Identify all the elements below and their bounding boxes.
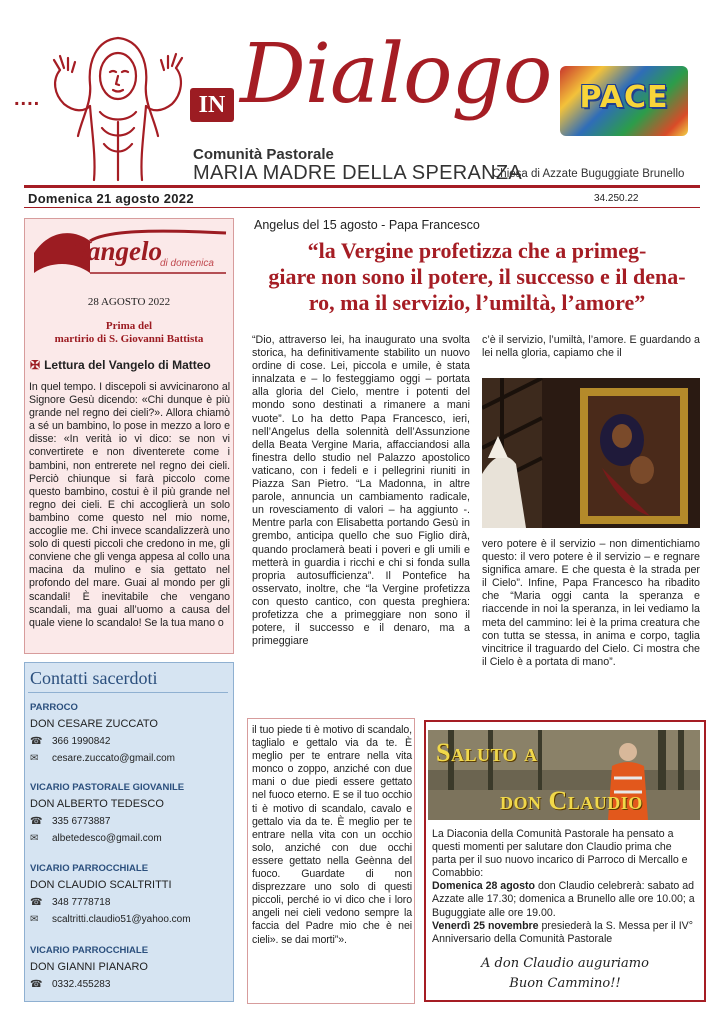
- event-1-text: don Claudio celebrerà: sabato ad Azzate alle 17.30; domenica a Brunello alle ore 10.00; a Buguggiate alle ore 19.00.: [432, 880, 695, 919]
- headline-line-3: ro, ma il servizio, l’umiltà, l’amore”: [308, 290, 646, 315]
- gospel-continued-text: il tuo piede ti è motivo di scandalo, taglialo e gettalo via da te. È meglio per te entrare nella vita monco o zoppo, anziché con due mani o due piedi essere gettato nel fuoco eterno. E se il tuo occhio ti è motivo di scandalo, cavalo e gettalo via da te. È meglio per te entrare nella vita con un occhio solo, anziché con due occhi essere gettato nella Geènna del fuoco. Guardate di non disprezzare uno solo di questi piccoli, perché io vi dico che i loro angeli nei cieli vedono sempre la faccia del Padre mio che è nei cieli». se dai morti”».: [252, 724, 412, 946]
- contact-vicario-giovanile: [30, 782, 230, 844]
- contact-role: VICARIO PARROCCHIALE: [30, 863, 149, 874]
- contact-vicario-parrocchiale-1: [30, 863, 230, 925]
- gospel-date: 28 AGOSTO 2022: [87, 296, 171, 308]
- contact-phone[interactable]: 0332.455283: [52, 979, 111, 990]
- phone-icon: ☎: [30, 816, 43, 827]
- in-logo-box: IN: [190, 88, 234, 122]
- pope-icon-photo: [482, 378, 700, 528]
- contact-email[interactable]: scaltritti.claudio51@yahoo.com: [52, 914, 191, 925]
- saluto-title-line-1: Saluto a: [436, 738, 538, 767]
- contact-vicario-parrocchiale-2: [30, 945, 230, 990]
- contact-phone[interactable]: 335 6773887: [52, 816, 111, 827]
- envelope-icon: ✉: [30, 753, 39, 764]
- phone-icon: ☎: [30, 897, 43, 908]
- contact-parroco: [30, 702, 230, 764]
- envelope-icon: ✉: [30, 914, 39, 925]
- saluto-wish-1: A don Claudio auguriamo: [481, 956, 649, 971]
- masthead-dots: ....: [14, 88, 41, 110]
- saluto-text: [432, 828, 698, 946]
- phone-icon: ☎: [30, 736, 43, 747]
- contact-role: PARROCO: [30, 702, 78, 713]
- contact-email[interactable]: albetedesco@gmail.com: [52, 833, 162, 844]
- contact-email-row: [30, 914, 230, 925]
- contact-phone-row: [30, 736, 230, 747]
- gospel-reading-label: Lettura del Vangelo di Matteo: [44, 358, 211, 372]
- madonna-illustration: [38, 32, 198, 182]
- contact-role: VICARIO PARROCCHIALE: [30, 945, 149, 956]
- contact-name: DON CLAUDIO SCALTRITTI: [30, 879, 172, 891]
- vangelo-logo-title: Vangelo: [72, 236, 163, 266]
- contact-phone[interactable]: 366 1990842: [52, 736, 111, 747]
- article-headline: [244, 238, 710, 316]
- saluto-title-line-2: don Claudio: [500, 786, 643, 815]
- masthead-rule: [24, 185, 700, 188]
- contacts-title-rule: [28, 692, 228, 693]
- churches-line: Chiesa di Azzate Buguggiate Brunello: [492, 168, 685, 180]
- article-column-2-bottom: vero potere è il servizio – non dimentichiamo questo: il vero potere è il servizio – e regnare significa amare. E che questa è la strada per il Cielo”. Infine, Papa Francesco ha ribadito che “Maria oggi canta la speranza e riaccende in noi la speranza, in lei vediamo la meta del cammino: lei è la prima creatura che con tutta se stessa, in anima e corpo, taglia vincitrice il traguardo del Cielo. Ci mostra che il Cielo è a portata di mano”.: [482, 538, 700, 668]
- contacts-title: Contatti sacerdoti: [30, 668, 158, 688]
- headline-line-2: giare non sono il potere, il successo e il dena-: [268, 264, 686, 289]
- contact-role: VICARIO PASTORALE GIOVANILE: [30, 782, 185, 793]
- article-column-2-top: c’è il servizio, l’umiltà, l’amore. E guardando a lei nella gloria, capiamo che il: [482, 334, 700, 360]
- pace-badge-text: PACE: [579, 80, 669, 115]
- contact-phone-row: [30, 816, 230, 827]
- contact-phone[interactable]: 348 7778718: [52, 897, 111, 908]
- gospel-title: [24, 320, 234, 346]
- pace-badge: [560, 66, 688, 136]
- envelope-icon: ✉: [30, 833, 39, 844]
- date-rule: [24, 207, 700, 208]
- gospel-text: In quel tempo. I discepoli si avvicinarono al Signore Gesù dicendo: «Chi dunque è più grande nel regno dei cieli?». Allora chiamò a sé un bambino, lo pose in mezzo a loro e disse: «In verità io vi dico: se non vi convertirete e non diventerete come i bambini, non entrerete nel regno dei cieli. Perciò chiunque si farà piccolo come questo bambino, costui è il più grande nel regno dei cieli. E chi accoglierà un solo bambino come questo nel mio nome, accoglie me. Chi invece scandalizzerà uno solo di questi piccoli che credono in me, gli conviene che gli venga appesa al collo una macina da mulino e sia gettato nel profondo del mare. Guai al mondo per gli scandali! È inevitabile che vengano scandali, ma guai all’uomo a causa del quale viene lo scandalo! Se la tua mano o: [29, 381, 230, 629]
- gospel-title-line-1: Prima del: [105, 320, 153, 332]
- gospel-reading-heading: [30, 358, 211, 372]
- gospel-title-line-2: martirio di S. Giovanni Battista: [54, 333, 204, 345]
- event-1-date: Domenica 28 agosto: [432, 880, 536, 893]
- community-line: Comunità Pastorale: [193, 146, 334, 163]
- vangelo-logo-subtitle: di domenica: [160, 258, 214, 269]
- contact-phone-row: [30, 897, 230, 908]
- contact-email-row: [30, 833, 230, 844]
- contact-name: DON ALBERTO TEDESCO: [30, 798, 164, 810]
- saluto-wish-2: Buon Cammino!!: [509, 976, 621, 991]
- cross-icon: ✠: [30, 358, 41, 372]
- issue-date: Domenica 21 agosto 2022: [28, 191, 194, 206]
- saluto-intro: La Diaconia della Comunità Pastorale ha pensato a questi momenti per salutare don Claudio prima che parta per il suo nuovo incarico di Parroco di Mercallo e Comabbio:: [432, 828, 688, 880]
- newsletter-title: Dialogo: [240, 27, 552, 122]
- headline-line-1: “la Vergine profetizza che a primeg-: [307, 238, 647, 263]
- community-name: MARIA MADRE DELLA SPERANZA: [193, 162, 523, 184]
- event-2-text: presiederà la S. Messa per il IV° Anniversario della Comunità Pastorale: [432, 919, 693, 945]
- contact-name: DON CESARE ZUCCATO: [30, 718, 158, 730]
- contact-name: DON GIANNI PIANARO: [30, 961, 148, 973]
- article-kicker: Angelus del 15 agosto - Papa Francesco: [254, 218, 480, 232]
- contact-email-row: [30, 753, 230, 764]
- contact-email[interactable]: cesare.zuccato@gmail.com: [52, 753, 175, 764]
- phone-icon: ☎: [30, 979, 43, 990]
- article-column-1: “Dio, attraverso lei, ha inaugurato una svolta storica, ha definitivamente stabilito un nuovo ordine di cose. Lei, piccola e umile, è stata innalzata e – lo festeggiamo oggi – portata alla gloria del Cielo, mentre i potenti del mondo sono destinati a rimanere a mani vuote”. Lo ha detto Papa Francesco, ieri, nell’Angelus della solennità dell’Assunzione della Beata Vergine Maria, affacciandosi alla finestra dello studio nel Palazzo apostolico vaticano, con i fedeli e i pellegrini riuniti in Piazza San Pietro. “La Madonna, in altre parole, annuncia un cambiamento radicale, un rovesciamento di valori – ha aggiunto -. Mentre parla con Elisabetta portando Gesù in grembo, anticipa quello che suo Figlio dirà, quando proclamerà beati i poveri e gli umili e metterà in guardia i ricchi e chi si fonda sulla propria autosufficienza”. Il Pontefice ha osservato, inoltre, che “la Vergine profetizza con questo cantico, con questa preghiera: profetizza che a primeggiare non sono il potere, il successo e il denaro, ma a primeggiare: [252, 334, 470, 648]
- event-2-date: Venerdì 25 novembre: [432, 919, 539, 932]
- contact-phone-row: [30, 979, 230, 990]
- issue-code: 34.250.22: [594, 193, 639, 204]
